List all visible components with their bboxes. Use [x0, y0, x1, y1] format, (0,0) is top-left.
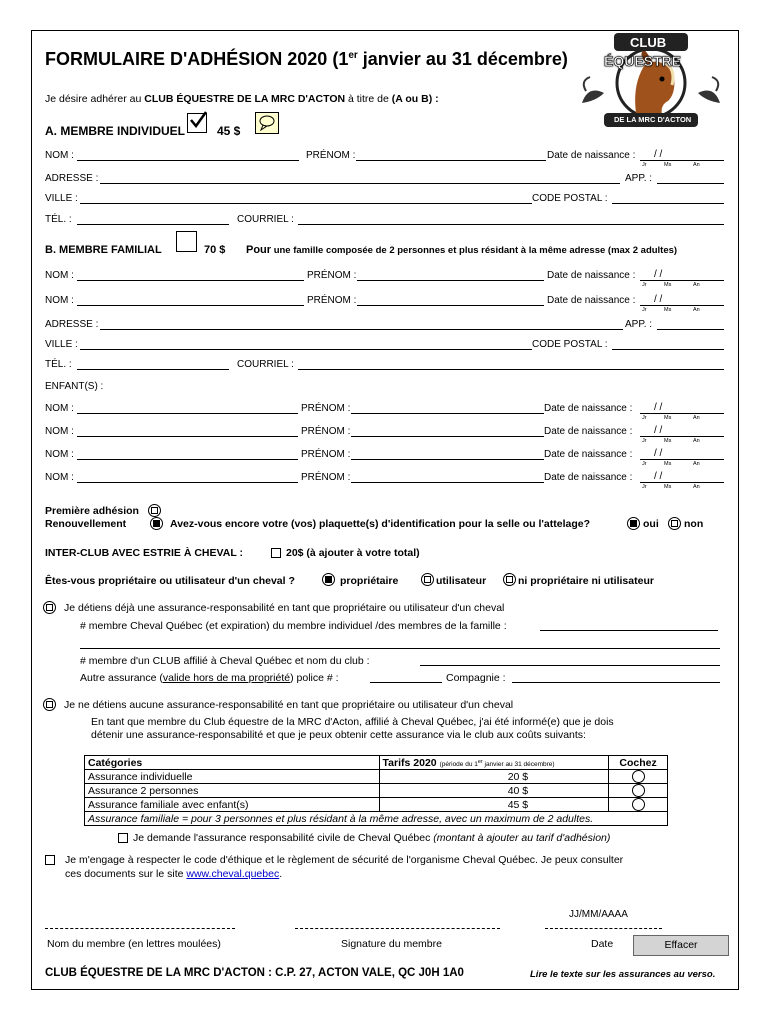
club-affilie-field[interactable] [420, 665, 720, 666]
a-courriel-field[interactable] [298, 224, 724, 225]
b-adulte-2-dob-label: Date de naissance : [547, 295, 636, 306]
enfant-4-dob-label: Date de naissance : [544, 472, 633, 483]
cell-tarif: 20 $ [379, 770, 609, 784]
table-row [85, 770, 668, 784]
a-dob-label: Date de naissance : [547, 150, 636, 161]
club-logo [576, 33, 726, 131]
b-app-field[interactable] [657, 329, 724, 330]
enfant-2-prenom-label: PRÉNOM : [301, 426, 351, 437]
enfant-1-dob-ms: Ms [664, 415, 672, 421]
enfants-label: ENFANT(S) : [45, 381, 104, 392]
a-dob-ms: Ms [664, 162, 672, 168]
section-b-note: Pour une famille composée de 2 personnes et plus résidant à la même adresse (max 2 adultes) [246, 244, 678, 256]
enfant-4-nom-label: NOM : [45, 472, 74, 483]
signature-field[interactable] [295, 928, 500, 929]
cheval-quebec-membre-field-2[interactable] [80, 648, 720, 649]
b-code-postal-field[interactable] [612, 349, 724, 350]
a-dob-an: An [693, 162, 700, 168]
enfant-1-dob-an: An [693, 415, 700, 421]
assurance-individuelle-radio[interactable] [632, 770, 645, 783]
enfant-4-dob-jr: Jr [642, 484, 647, 490]
demande-assurance-checkbox[interactable] [118, 833, 128, 843]
engagement-text-1: Je m'engage à respecter le code d'éthique et le règlement de sécurité de l'organisme Cheval Québec. Je peux consulter [65, 854, 624, 866]
demande-assurance-text: Je demande l'assurance responsabilité civile de Cheval Québec (montant à ajouter au tarif d'adhésion) [133, 832, 611, 844]
section-a-price: 45 $ [217, 124, 241, 138]
enfant-1-dob-jr: Jr [642, 415, 647, 421]
premiere-adhesion-label: Première adhésion [45, 505, 139, 517]
enfant-3-prenom-field[interactable] [351, 459, 544, 460]
a-dob-jr: Jr [642, 162, 647, 168]
logo-text-mrc: DE LA MRC D'ACTON [614, 115, 692, 124]
b-adulte-2-prenom-label: PRÉNOM : [307, 295, 357, 306]
aucune-assurance-text: Je ne détiens aucune assurance-responsabilité en tant que propriétaire ou utilisateur d'un cheval [64, 699, 514, 711]
utilisateur-label: utilisateur [436, 575, 487, 587]
enfant-4-nom-field[interactable] [77, 482, 298, 483]
cheval-quebec-link[interactable]: www.cheval.quebec [186, 868, 280, 880]
table-footnote-row [85, 812, 668, 826]
comment-icon[interactable] [255, 112, 279, 134]
cell-cochez [609, 784, 668, 798]
col-categories: Catégories [85, 756, 380, 770]
b-courriel-field[interactable] [298, 369, 724, 370]
b-adresse-label: ADRESSE : [45, 319, 99, 330]
autre-assurance-label: Autre assurance (valide hors de ma propriété) police # : [80, 672, 339, 684]
assurance-detenue-text: Je détiens déjà une assurance-responsabilité en tant que propriétaire ou utilisateur d'un cheval [64, 602, 505, 614]
a-ville-field[interactable] [80, 203, 532, 204]
plaquette-oui-radio[interactable] [627, 517, 640, 530]
b-app-label: APP. : [625, 319, 653, 330]
enfant-1-nom-field[interactable] [77, 413, 298, 414]
b-courriel-label: COURRIEL : [237, 359, 294, 370]
table-header-row [85, 756, 668, 770]
a-tel-label: TÉL. : [45, 214, 72, 225]
utilisateur-radio[interactable] [421, 573, 434, 586]
a-dob-sep: / / [654, 149, 663, 160]
assurance-familiale-radio[interactable] [632, 798, 645, 811]
table-footnote: Assurance familiale = pour 3 personnes et plus résidant à la même adresse, avec un maximum de 2 adultes. [85, 812, 668, 826]
compagnie-field[interactable] [512, 682, 720, 683]
b-adulte-1-prenom-label: PRÉNOM : [307, 270, 357, 281]
b-adulte-1-dob-jr: Jr [642, 282, 647, 288]
renouvellement-radio[interactable] [150, 517, 163, 530]
b-adresse-field[interactable] [100, 329, 623, 330]
a-code-postal-field[interactable] [612, 203, 724, 204]
b-adulte-1-dob-sep: / / [654, 269, 663, 280]
a-prenom-label: PRÉNOM : [306, 150, 356, 161]
plaquette-non-label: non [684, 518, 704, 530]
interclub-checkbox[interactable] [271, 548, 281, 558]
a-nom-label: NOM : [45, 150, 74, 161]
b-adulte-2-dob-ms: Ms [664, 307, 672, 313]
enfant-2-dob-label: Date de naissance : [544, 426, 633, 437]
section-b-checkbox[interactable] [176, 231, 197, 252]
a-prenom-field[interactable] [356, 160, 546, 161]
cell-categorie: Assurance individuelle [85, 770, 380, 784]
b-adulte-1-dob-ms: Ms [664, 282, 672, 288]
b-adulte-2-dob-an: An [693, 307, 700, 313]
b-adulte-1-prenom-field[interactable] [357, 280, 544, 281]
enfant-3-dob-field[interactable] [640, 459, 724, 460]
enfant-4-prenom-label: PRÉNOM : [301, 472, 351, 483]
ni-proprietaire-label: ni propriétaire ni utilisateur [518, 575, 654, 587]
interclub-label: INTER-CLUB AVEC ESTRIE À CHEVAL : [45, 547, 243, 559]
enfant-2-nom-field[interactable] [77, 436, 298, 437]
a-ville-label: VILLE : [45, 193, 78, 204]
cheval-quebec-membre-field[interactable] [540, 630, 718, 631]
plaquette-question: Avez-vous encore votre (vos) plaquette(s) d'identification pour la selle ou l'attelage? [170, 518, 591, 530]
b-adulte-2-nom-label: NOM : [45, 295, 74, 306]
proprietaire-label: propriétaire [340, 575, 399, 587]
enfant-3-nom-field[interactable] [77, 459, 298, 460]
footer-verso-note: Lire le texte sur les assurances au verso. [530, 969, 716, 980]
b-adulte-2-dob-sep: / / [654, 294, 663, 305]
a-code-postal-label: CODE POSTAL : [532, 193, 608, 204]
nom-membre-field[interactable] [45, 928, 235, 929]
enfant-1-dob-label: Date de naissance : [544, 403, 633, 414]
date-format-hint: JJ/MM/AAAA [569, 909, 628, 920]
assurance-2-personnes-radio[interactable] [632, 784, 645, 797]
table-row [85, 798, 668, 812]
interclub-price: 20$ (à ajouter à votre total) [286, 547, 420, 559]
footer-address: CLUB ÉQUESTRE DE LA MRC D'ACTON : C.P. 27, ACTON VALE, QC J0H 1A0 [45, 967, 464, 979]
proprietaire-radio[interactable] [322, 573, 335, 586]
date-label: Date [591, 938, 614, 950]
cell-categorie: Assurance familiale avec enfant(s) [85, 798, 380, 812]
proprietaire-question: Êtes-vous propriétaire ou utilisateur d'un cheval ? [45, 575, 295, 587]
enfant-2-nom-label: NOM : [45, 426, 74, 437]
intro-text: Je désire adhérer au CLUB ÉQUESTRE DE LA MRC D'ACTON à titre de (A ou B) : [45, 93, 439, 105]
a-adresse-label: ADRESSE : [45, 173, 99, 184]
b-code-postal-label: CODE POSTAL : [532, 339, 608, 350]
logo-text-club: CLUB [630, 35, 667, 50]
col-cochez: Cochez [609, 756, 668, 770]
effacer-button[interactable]: Effacer [633, 935, 729, 956]
enfant-1-prenom-field[interactable] [351, 413, 544, 414]
enfant-2-dob-an: An [693, 438, 700, 444]
table-row [85, 784, 668, 798]
engagement-checkbox[interactable] [45, 855, 55, 865]
b-adulte-2-dob-field[interactable] [640, 305, 724, 306]
a-courriel-label: COURRIEL : [237, 214, 294, 225]
assurance-info-2: détenir une assurance-responsabilité et que je peux obtenir cette assurance via le club aux coûts suivants: [91, 729, 586, 741]
a-nom-field[interactable] [77, 160, 299, 161]
enfant-1-prenom-label: PRÉNOM : [301, 403, 351, 414]
section-a-checkbox[interactable] [187, 113, 207, 133]
b-adulte-1-dob-an: An [693, 282, 700, 288]
engagement-text-2: ces documents sur le site www.cheval.quebec. [65, 868, 283, 880]
enfant-4-dob-field[interactable] [640, 482, 724, 483]
enfant-2-dob-ms: Ms [664, 438, 672, 444]
col-tarifs: Tarifs 2020 (période du 1er janvier au 31 décembre) [379, 756, 609, 770]
assurance-info-1: En tant que membre du Club équestre de la MRC d'Acton, affilié à Cheval Québec, j'ai été informé(e) que je dois [91, 716, 614, 728]
aucune-assurance-radio[interactable] [43, 698, 56, 711]
enfant-1-nom-label: NOM : [45, 403, 74, 414]
club-affilie-label: # membre d'un CLUB affilié à Cheval Québec et nom du club : [80, 655, 370, 667]
b-adulte-1-dob-label: Date de naissance : [547, 270, 636, 281]
b-tel-label: TÉL. : [45, 359, 72, 370]
assurance-table [84, 755, 668, 826]
enfant-4-prenom-field[interactable] [351, 482, 544, 483]
police-field[interactable] [370, 682, 442, 683]
compagnie-label: Compagnie : [446, 672, 506, 684]
enfant-2-dob-jr: Jr [642, 438, 647, 444]
a-adresse-field[interactable] [100, 183, 620, 184]
b-adulte-1-nom-label: NOM : [45, 270, 74, 281]
enfant-4-dob-ms: Ms [664, 484, 672, 490]
cell-cochez [609, 798, 668, 812]
b-tel-field[interactable] [77, 369, 229, 370]
enfant-3-nom-label: NOM : [45, 449, 74, 460]
section-b-price: 70 $ [204, 244, 226, 256]
enfant-3-dob-label: Date de naissance : [544, 449, 633, 460]
cell-cochez [609, 770, 668, 784]
section-a-title: A. MEMBRE INDIVIDUEL [45, 124, 186, 138]
enfant-4-dob-sep: / / [654, 471, 663, 482]
a-dob-field[interactable] [640, 160, 724, 161]
plaquette-non-radio[interactable] [668, 517, 681, 530]
cell-tarif: 40 $ [379, 784, 609, 798]
cheval-quebec-membre-label: # membre Cheval Québec (et expiration) du membre individuel /des membres de la famille : [80, 620, 507, 632]
enfant-3-dob-sep: / / [654, 448, 663, 459]
b-ville-field[interactable] [80, 349, 532, 350]
enfant-3-prenom-label: PRÉNOM : [301, 449, 351, 460]
a-tel-field[interactable] [77, 224, 229, 225]
ni-proprietaire-radio[interactable] [503, 573, 516, 586]
date-field[interactable] [545, 928, 662, 929]
plaquette-oui-label: oui [643, 518, 659, 530]
enfant-3-dob-ms: Ms [664, 461, 672, 467]
enfant-3-dob-jr: Jr [642, 461, 647, 467]
a-app-field[interactable] [657, 183, 724, 184]
cell-categorie: Assurance 2 personnes [85, 784, 380, 798]
signature-label: Signature du membre [341, 938, 442, 950]
b-adulte-2-dob-jr: Jr [642, 307, 647, 313]
premiere-adhesion-radio[interactable] [148, 504, 161, 517]
enfant-4-dob-an: An [693, 484, 700, 490]
section-b-title: B. MEMBRE FAMILIAL [45, 244, 162, 256]
renouvellement-label: Renouvellement [45, 518, 127, 530]
enfant-1-dob-field[interactable] [640, 413, 724, 414]
b-adulte-2-prenom-field[interactable] [357, 305, 544, 306]
nom-membre-label: Nom du membre (en lettres moulées) [47, 938, 221, 950]
assurance-detenue-radio[interactable] [43, 601, 56, 614]
checkmark-icon [188, 110, 210, 130]
logo-text-equestre: ÉQUESTRE [604, 53, 682, 69]
b-adulte-1-dob-field[interactable] [640, 280, 724, 281]
enfant-1-dob-sep: / / [654, 402, 663, 413]
enfant-2-dob-field[interactable] [640, 436, 724, 437]
enfant-2-dob-sep: / / [654, 425, 663, 436]
b-adulte-1-nom-field[interactable] [77, 280, 304, 281]
b-ville-label: VILLE : [45, 339, 78, 350]
page-title: FORMULAIRE D'ADHÉSION 2020 (1er janvier au 31 décembre) [45, 49, 568, 69]
enfant-2-prenom-field[interactable] [351, 436, 544, 437]
cell-tarif: 45 $ [379, 798, 609, 812]
a-app-label: APP. : [625, 173, 653, 184]
b-adulte-2-nom-field[interactable] [77, 305, 304, 306]
enfant-3-dob-an: An [693, 461, 700, 467]
